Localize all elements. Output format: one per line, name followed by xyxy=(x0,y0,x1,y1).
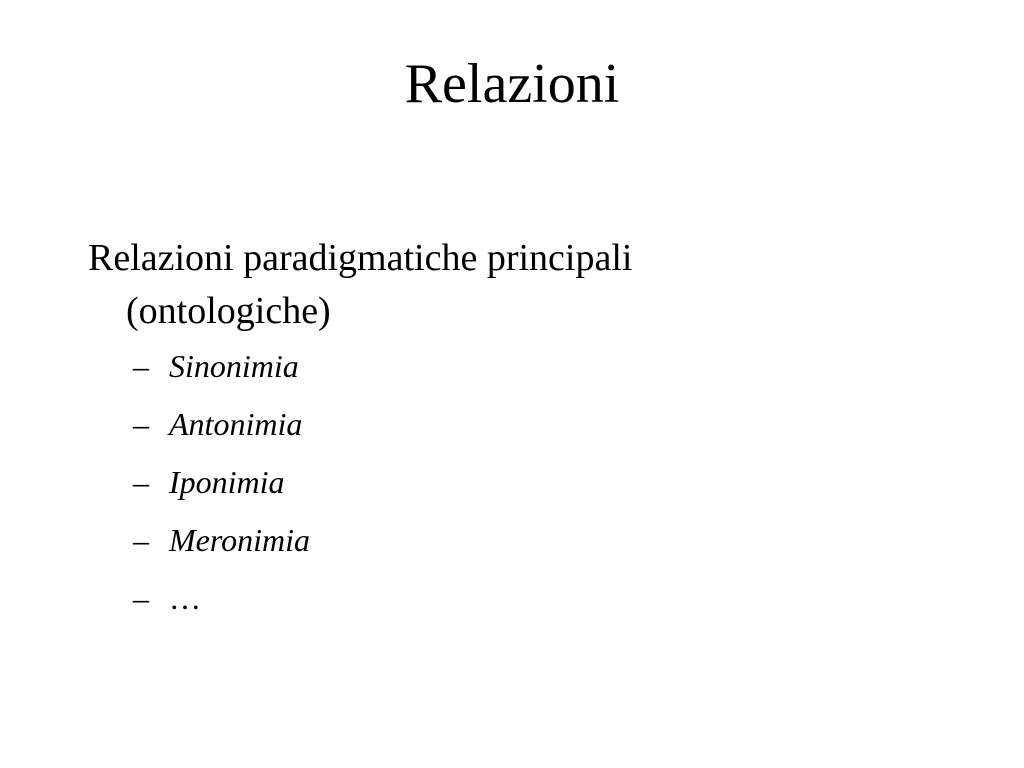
sub-bullet-meronimia xyxy=(133,518,948,562)
term-meronimia: Meronimia xyxy=(169,522,311,558)
slide-body xyxy=(88,232,948,634)
sub-bullet-antonimia xyxy=(133,402,948,446)
dash-marker: – xyxy=(133,348,149,384)
ellipsis-text: … xyxy=(169,580,201,616)
dash-marker: – xyxy=(133,464,149,500)
bullet-relazioni-paradigmatiche xyxy=(88,232,948,338)
dash-marker: – xyxy=(133,406,149,442)
sublist-container xyxy=(88,344,948,620)
sub-bullet-list xyxy=(88,344,948,620)
dash-marker: – xyxy=(133,580,149,616)
term-sinonimia: Sinonimia xyxy=(169,348,299,384)
term-iponimia: Iponimia xyxy=(169,464,285,500)
bullet-text-line1: Relazioni paradigmatiche principali xyxy=(88,237,633,279)
slide-title: Relazioni xyxy=(404,53,620,115)
sub-bullet-iponimia xyxy=(133,460,948,504)
sub-bullet-ellipsis xyxy=(133,576,948,620)
term-antonimia: Antonimia xyxy=(169,406,303,442)
bullet-text-line2: (ontologiche) xyxy=(126,290,331,332)
sub-bullet-sinonimia xyxy=(133,344,948,388)
dash-marker: – xyxy=(133,522,149,558)
